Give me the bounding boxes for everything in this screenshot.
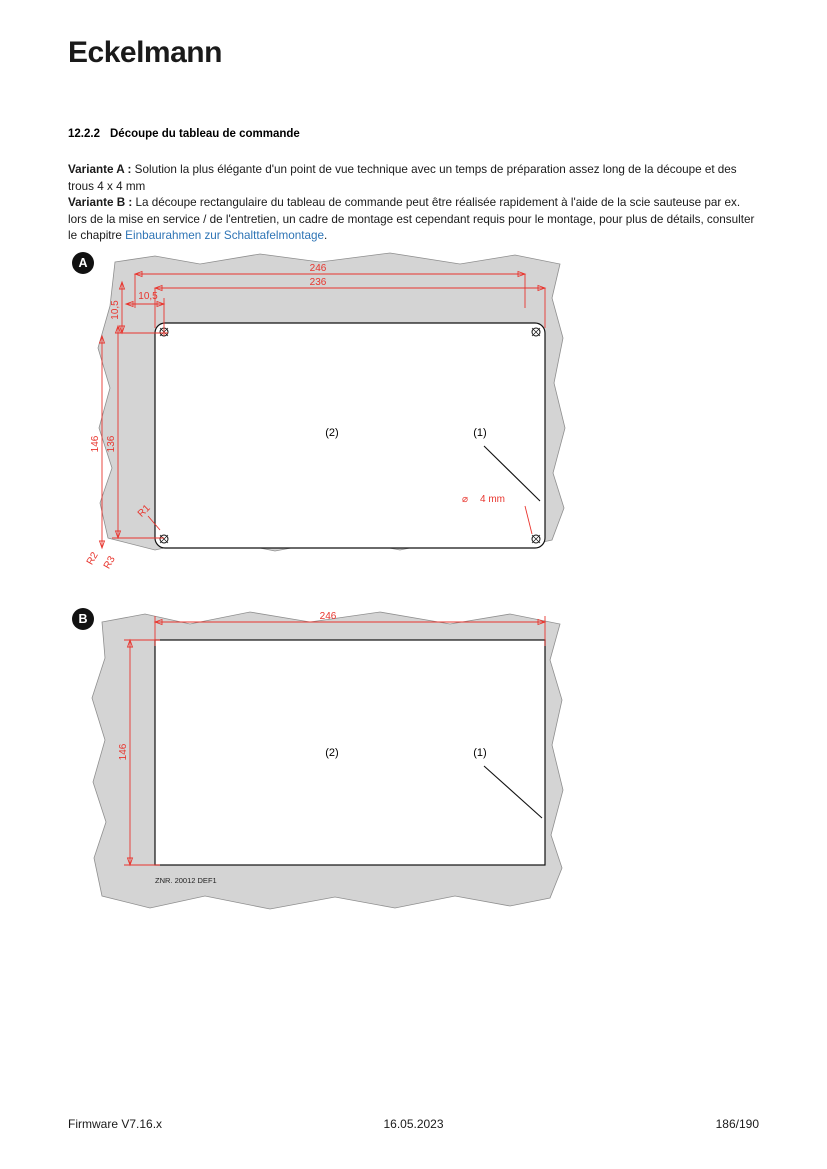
dimension-height-outer-a — [90, 336, 105, 548]
dim-246-top-a: 246 — [309, 263, 327, 274]
body-paragraph — [68, 162, 760, 245]
dim-146-b: 146 — [118, 743, 129, 761]
dim-246-b: 246 — [319, 611, 337, 622]
variant-a-label: Variante A : — [68, 163, 132, 176]
radius-r1-a: R1 — [135, 502, 153, 520]
footer-date: 16.05.2023 — [383, 1117, 444, 1131]
drawing-number-b: ZNR. 20012 DEF1 — [155, 876, 217, 885]
cross-reference-link[interactable]: Einbaurahmen zur Schalttafelmontage — [125, 229, 324, 242]
radius-r2-a: R2 — [84, 550, 101, 568]
footer-firmware: Firmware V7.16.x — [68, 1117, 163, 1131]
figure-b — [60, 600, 620, 930]
callout-2-a: (2) — [325, 427, 339, 439]
paragraph-end: . — [323, 229, 328, 242]
dim-offset-105-vertical-a: 10,5 — [110, 300, 121, 320]
company-logo: Eckelmann — [68, 36, 222, 69]
callout-2-b: (2) — [325, 747, 339, 759]
radius-r3-a: R3 — [101, 554, 118, 572]
variant-b-label: Variante B : — [68, 196, 133, 209]
page-footer — [0, 1117, 827, 1139]
callout-1-b: (1) — [473, 747, 487, 759]
diameter-value-a: 4 mm — [480, 494, 505, 505]
dim-136-a: 136 — [106, 435, 117, 453]
variant-b-text: La découpe rectangulaire du tableau de commande peut être réalisée rapidement à l'aide de la scie sauteuse par ex. lors de la mise en service / de l'entretien, un cadre de montage est cependant requis pour le montage, pour plus de détails, consulter le chapitre — [68, 196, 755, 242]
callout-1-a: (1) — [473, 427, 487, 439]
dim-offset-105-horizontal-a: 10,5 — [138, 291, 158, 302]
section-title: Découpe du tableau de commande — [110, 128, 300, 140]
figure-a — [60, 248, 620, 588]
footer-page-number: 186/190 — [715, 1117, 759, 1131]
figure-b-badge: B — [72, 608, 94, 630]
dim-146-a: 146 — [90, 435, 101, 453]
section-number: 12.2.2 — [68, 128, 100, 140]
figure-a-badge: A — [72, 252, 94, 274]
variant-a-text: Solution la plus élégante d'un point de vue technique avec un temps de préparation assez long de la découpe et des trous 4 x 4 mm — [68, 163, 737, 193]
section-heading — [68, 128, 300, 140]
dim-236-a: 236 — [309, 277, 327, 288]
diameter-symbol-a: ⌀ — [462, 494, 469, 505]
